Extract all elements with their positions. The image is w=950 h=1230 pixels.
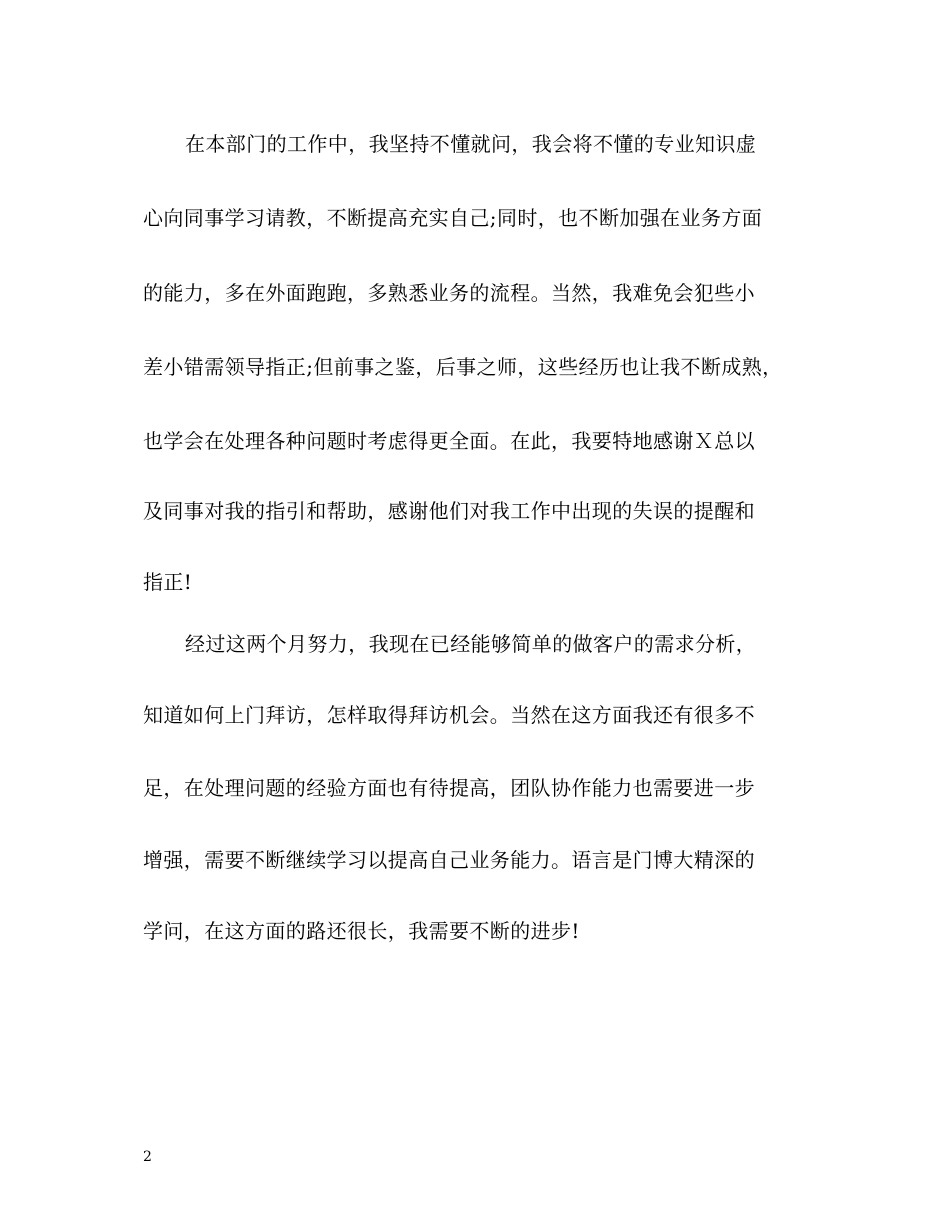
paragraph-1-line-4: 差小错需领导指正;但前事之鉴，后事之师，这些经历也让我不断成熟， [143,355,783,379]
paragraph-2-line-1: 经过这两个月努力，我现在已经能够简单的做客户的需求分析， [185,632,757,656]
paragraph-2-line-2: 知道如何上门拜访，怎样取得拜访机会。当然在这方面我还有很多不 [143,703,755,727]
page-number: 2 [143,1149,152,1165]
paragraph-1-line-7: 指正! [143,570,193,594]
paragraph-2-line-4: 增强，需要不断继续学习以提高自己业务能力。语言是门博大精深的 [143,848,755,872]
paragraph-1-line-5: 也学会在处理各种问题时考虑得更全面。在此，我要特地感谢Ｘ总以 [143,429,755,453]
paragraph-1-line-2: 心向同事学习请教，不断提高充实自己;同时，也不断加强在业务方面 [143,206,763,230]
paragraph-2-line-3: 足，在处理问题的经验方面也有待提高，团队协作能力也需要进一步 [143,776,755,800]
paragraph-2-line-5: 学问，在这方面的路还很长，我需要不断的进步! [143,919,580,943]
paragraph-1-line-3: 的能力，多在外面跑跑，多熟悉业务的流程。当然，我难免会犯些小 [143,281,755,305]
paragraph-1-line-6: 及同事对我的指引和帮助，感谢他们对我工作中出现的失误的提醒和 [143,499,755,523]
paragraph-1-line-1: 在本部门的工作中，我坚持不懂就问，我会将不懂的专业知识虚 [185,132,757,156]
